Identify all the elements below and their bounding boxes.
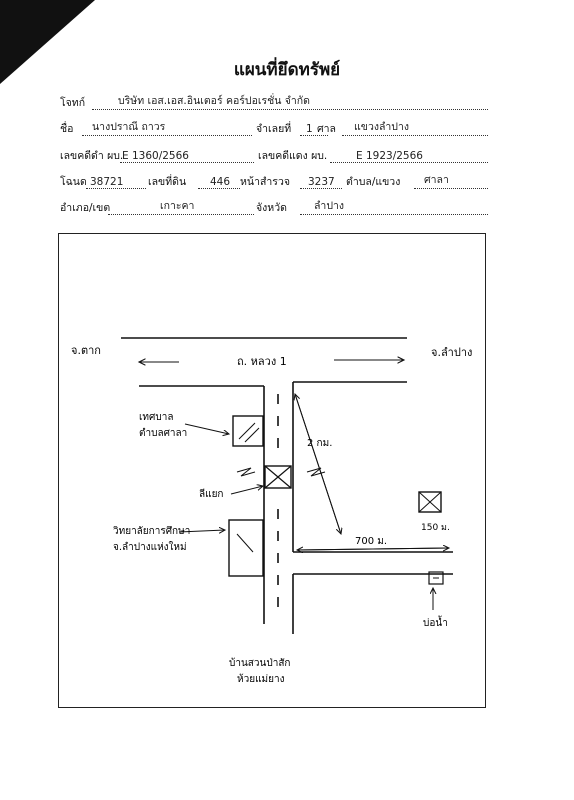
survey-value: 3237 (308, 176, 335, 188)
land-no-value: 446 (210, 176, 231, 188)
district-row (60, 200, 488, 216)
school-building (229, 520, 263, 576)
case-row (60, 148, 488, 164)
label-right-direction: จ.ลำปาง (431, 346, 473, 359)
subdistrict-label: ตำบล/แขวง (346, 176, 401, 188)
label-left-direction: จ.ตาก (71, 344, 101, 357)
junction-mark-left (237, 468, 255, 476)
label-well: บ่อน้ำ (423, 618, 448, 629)
deed-value: 38721 (90, 176, 124, 188)
district-label: อำเภอ/เขต (60, 202, 111, 214)
label-school: วิทยาลัยการศึกษาจ.ลำปางแห่งใหม่ (113, 526, 191, 553)
black-case-label: เลขคดีดำ ผบ. (60, 150, 124, 162)
court-label: ศาล (317, 123, 336, 135)
page-title: แผนที่ยึดทรัพย์ (233, 60, 341, 80)
plaintiff-label: โจทก์ (60, 97, 86, 109)
land-no-label: เลขที่ดิน (148, 176, 187, 188)
dotted-line (108, 214, 254, 215)
name-label: ชื่อ (60, 123, 74, 135)
dotted-line (300, 188, 342, 189)
plaintiff-value: บริษัท เอส.เอส.อินเตอร์ คอร์ปอเรชั่น จำกัด (118, 95, 310, 107)
red-case-value: E 1923/2566 (356, 150, 423, 162)
label-distance-2km: 2 กม. (307, 438, 333, 449)
map-frame (58, 233, 486, 708)
dotted-line (414, 188, 488, 189)
label-distance-150m: 150 ม. (421, 523, 450, 533)
defendant-no-value: 1 (306, 123, 313, 135)
red-case-label: เลขคดีแดง ผบ. (258, 150, 328, 162)
survey-label: หน้าสำรวจ (240, 176, 290, 188)
junction-mark-right (307, 468, 325, 476)
map-sketch (59, 234, 487, 709)
dotted-line (120, 162, 254, 163)
dotted-line (92, 109, 488, 110)
municipality-building (233, 416, 263, 446)
municipality-arrow (185, 424, 229, 434)
province-value: ลำปาง (314, 200, 345, 212)
label-municipality: เทศบาลตำบลศาลา (139, 412, 188, 439)
name-value: นางปราณี ถาวร (92, 121, 166, 133)
dotted-line (86, 188, 146, 189)
dotted-line (300, 214, 488, 215)
name-row (60, 121, 488, 137)
label-south-direction: บ้านสวนป่าสักห้วยแม่ยาง (229, 658, 291, 685)
dotted-line (330, 162, 488, 163)
subdistrict-value: ศาลา (424, 174, 449, 186)
dotted-line (342, 135, 488, 136)
deed-label: โฉนด (60, 176, 87, 188)
plaintiff-row (60, 95, 488, 111)
defendant-no-label: จำเลยที่ (256, 123, 292, 135)
deed-row (60, 174, 488, 190)
dotted-line (82, 135, 252, 136)
dotted-line (198, 188, 240, 189)
court-value: แขวงลำปาง (354, 121, 409, 133)
label-distance-700m: 700 ม. (355, 536, 388, 547)
label-highway: ถ. หลวง 1 (237, 355, 287, 368)
province-label: จังหวัด (256, 202, 287, 214)
black-case-value: E 1360/2566 (122, 150, 189, 162)
district-value: เกาะคา (160, 200, 195, 212)
junction-arrow (231, 486, 263, 494)
label-junction: ลีแยก (199, 489, 224, 500)
